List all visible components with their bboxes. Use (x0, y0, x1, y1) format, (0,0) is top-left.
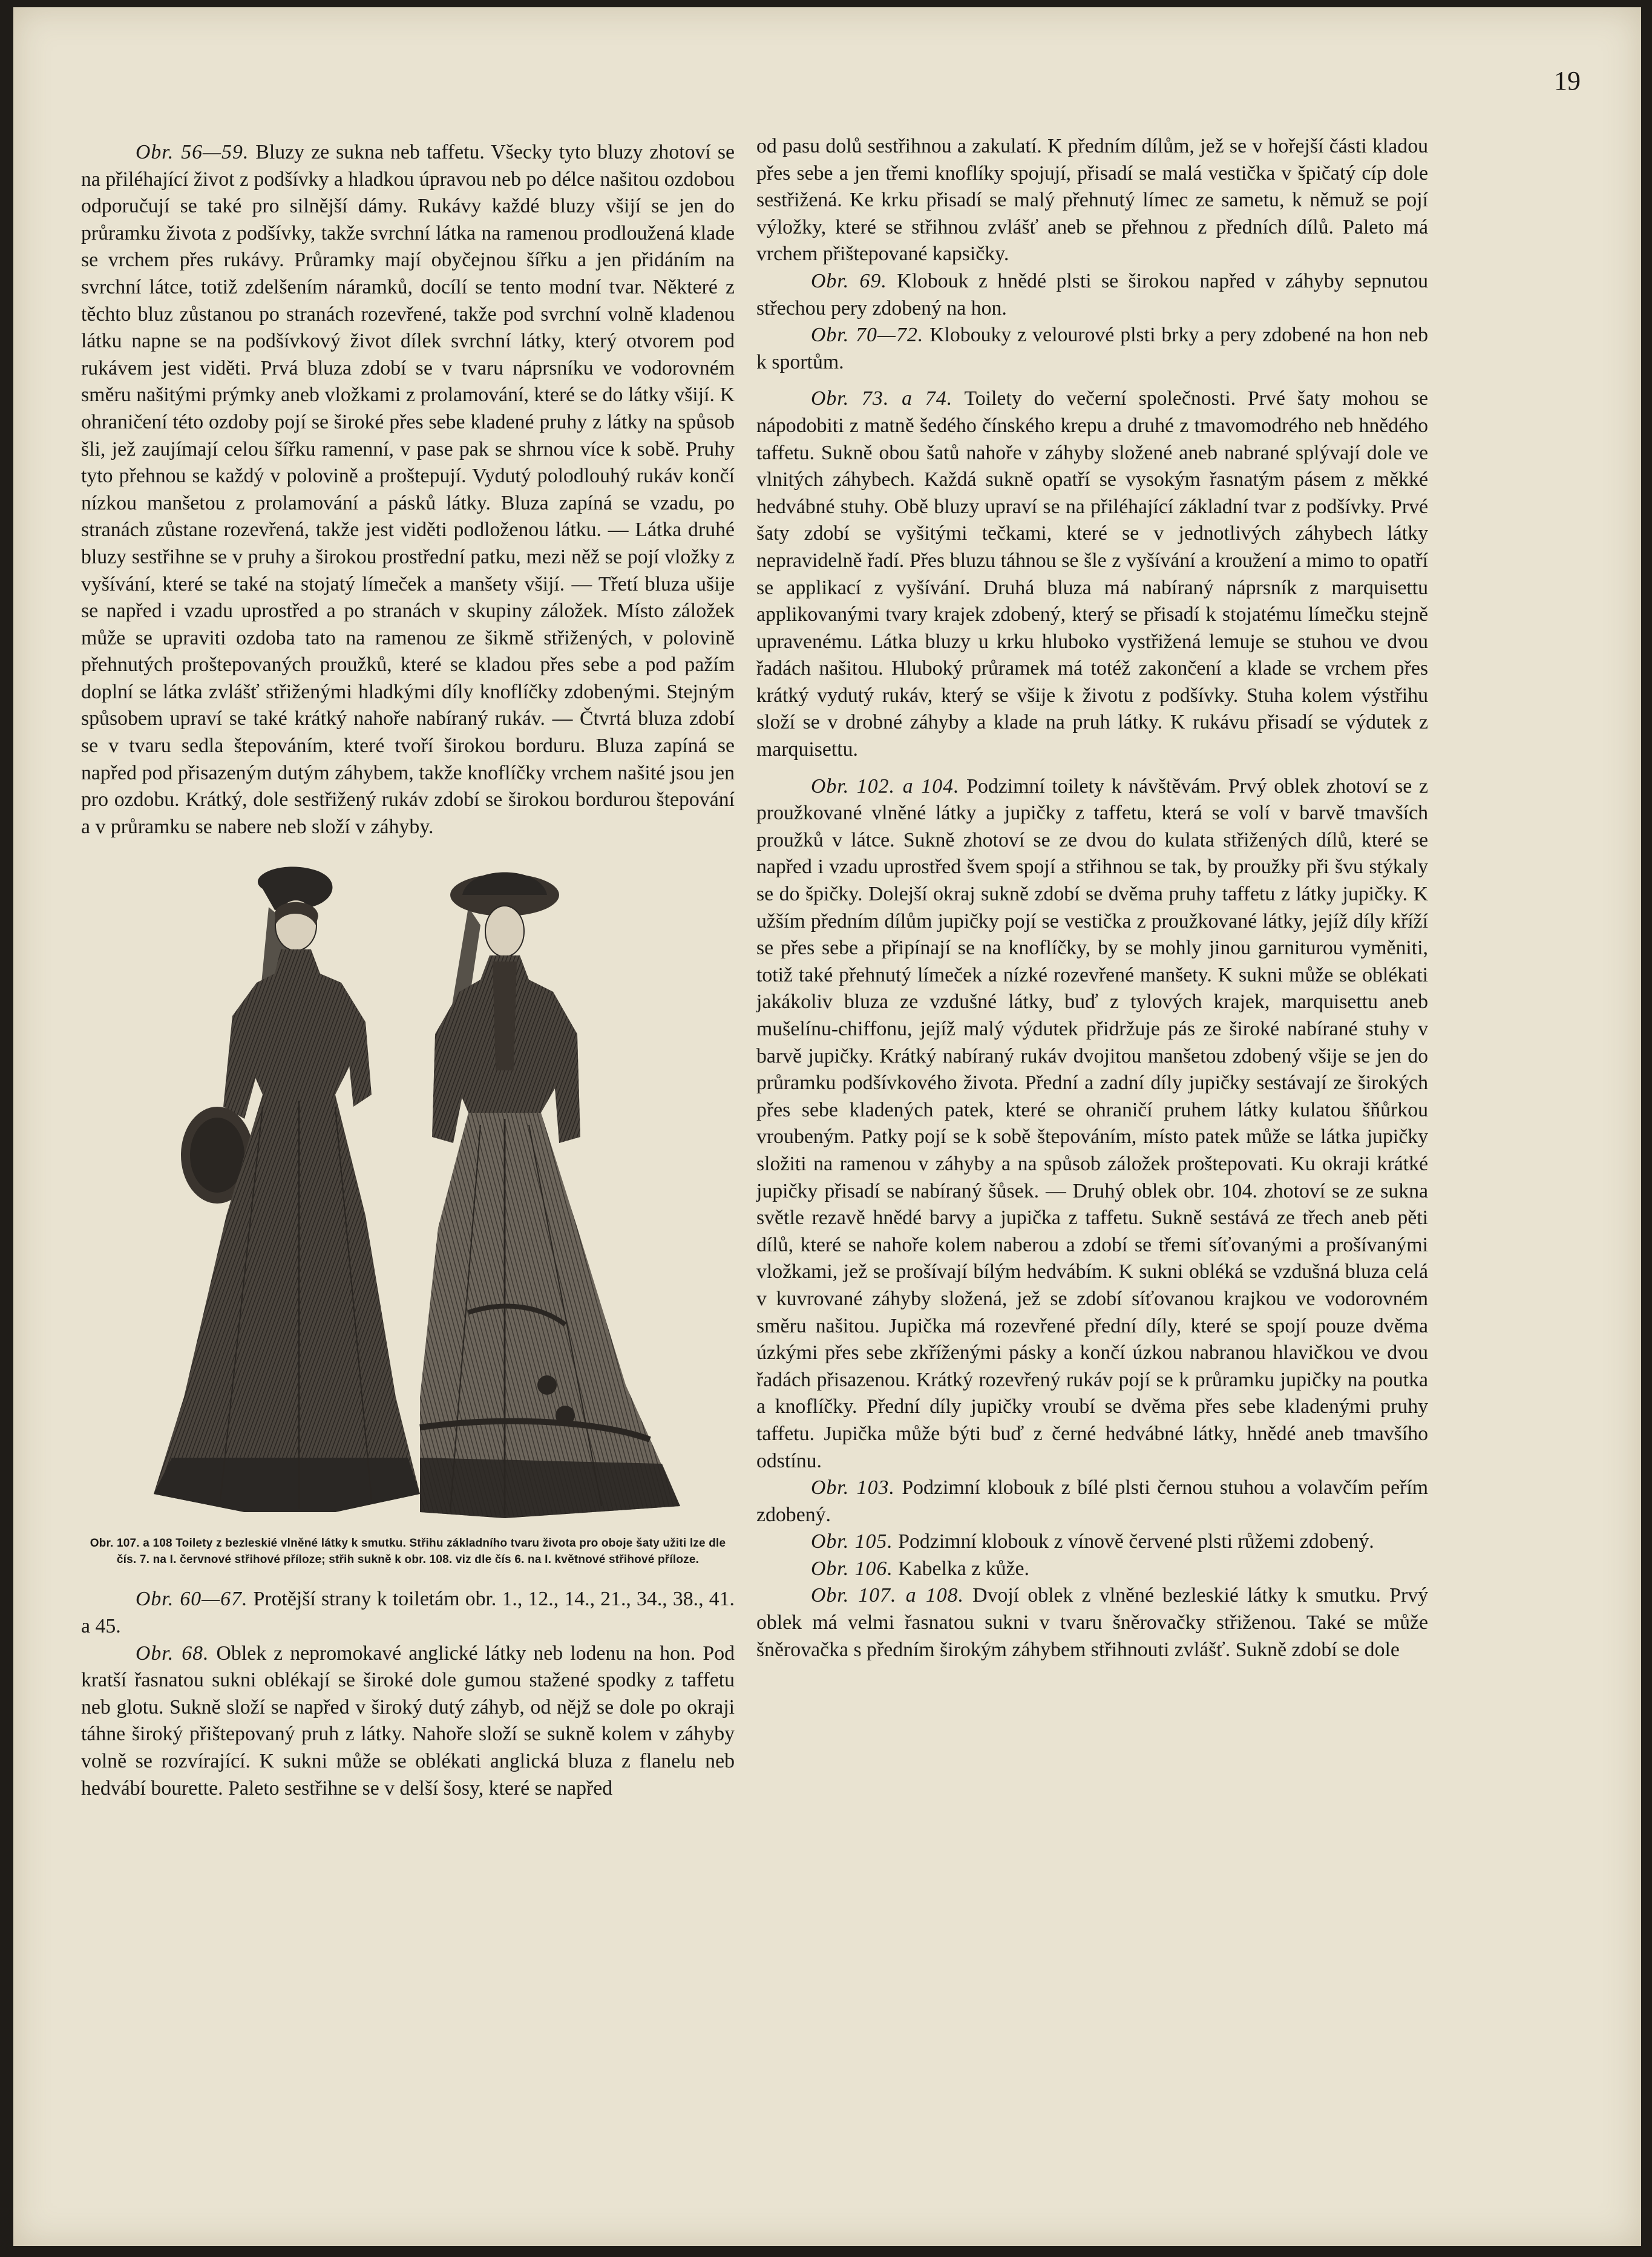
figure-left (154, 867, 420, 1513)
paragraph (756, 1528, 1428, 1556)
figure-ref: Obr. 70—72. (811, 324, 924, 347)
fashion-illustration (81, 853, 735, 1530)
figure-ref: Obr. 73. a 74. (811, 387, 953, 410)
paragraph (81, 1586, 735, 1640)
paragraph-text: od pasu dolů sestřihnou a zakulatí. K předním dílům, jež se v hořejší části kladou přes sebe a jen třemi knoflíky spojují, přisadí se malá vestička v špičatý cíp dole sestřižená. Ke krku přisadí se malý přehnutý límec ze sametu, k němuž se pojí výložky, které se střihnou zvlášť aneb se přehnou z předních dílů. Paleto má vrchem přištepované kapsičky. (756, 135, 1428, 266)
paragraph-text: Podzimní klobouk z bílé plsti černou stuhou a volavčím peřím zdobený. (756, 1476, 1428, 1526)
paragraph (756, 322, 1428, 376)
paragraph-text: Oblek z nepromokavé anglické látky neb lodenu na hon. Pod kratší řasnatou sukni oblékají se široké dole gumou stažené spodky z taffetu neb glotu. Sukně složí se napřed v široký dutý záhyb, od nějž se dole po okraji táhne široký přištepovaný pruh z látky. Nahoře složí se sukně kolem v záhyby volně se rozvírající. K sukni může se oblékati anglická bluza z flanelu neb hedvábí bourette. Paleto sestřihne se v delší šosy, které se napřed (81, 1642, 735, 1800)
paragraph-text: Podzimní toilety k návštěvám. Prvý oblek zhotoví se z proužkované vlněné látky a jupičky z taffetu, která se volí v barvě tmavších proužků v látce. Sukně zhotoví se ze dvou do kulata střižených dílů, které se napřed i vzadu uprostřed švem spojí a střihnou se tak, by proužky při švu stýkaly se do špičky. Dolejší okraj sukně zdobí se dvěma pruhy taffetu z látky jupičky. K užším předním dílům jupičky pojí se vestička z proužkované látky, jejíž díly kříží se přes sebe a připínají se na knoflíčky, by se mohly jinou garniturou vyměniti, totiž také přehnutý límeček a nízké rozevřené manšety. K sukni může se oblékati jakákoliv bluza ze vzdušné látky, buď z tylových krajek, marquisettu aneb mušelínu-chiffonu, jejíž malý výdutek přidržuje pás ze široké nabírané stuhy v barvě jupičky. Krátký nabíraný rukáv dvojitou manšetou zdobený všije se jen do průramku podšívkového života. Přední a zadní díly jupičky sestávají ze širokých přes sebe kladených patek, které se ohraničí pruhem látky kulatou šňůrkou vroubeným. Patky pojí se k sobě štepováním, místo patek může se látka jupičky složiti na ramenou v záhyby a na spůsob záložek proštepovati. Ku okraji krátké jupičky přisadí se nabíraný šůsek. — Druhý oblek obr. 104. zhotoví se ze sukna světle rezavě hnědé barvy a jupička z taffetu. Sukně sestává ze třech aneb pěti dílů, které se nahoře kolem naberou a zdobí se třemi síťovanými a prošívanými vložkami, jež se prošívají bílým hedvábím. K sukni obléká se vzdušná bluza celá v kuvrované záhyby složená, jež se zdobí síťovanou krajkou ve vodorovném směru našitou. Jupička má rozevřené přední díly, které se spojí pouze dvěma úzkými přes sebe zkříženými pásky a končí úzkou nabranou hlavičkou ve dvou řadách přisazenou. Krátký rozevřený rukáv pojí se k průramku jupičky na poutka a knoflíčky. Přední díly jupičky vroubí se dvěma přes sebe kladenými pruhy taffetu. Jupička může býti buď z černé hedvábné látky, hnědé aneb tmavšího odstínu. (756, 775, 1428, 1472)
paragraph-text: Podzimní klobouk z vínově červené plsti růžemi zdobený. (893, 1530, 1374, 1553)
figure-right (420, 873, 680, 1519)
paragraph (756, 385, 1428, 763)
book-page (13, 7, 1641, 2246)
figure-ref: Obr. 102. a 104. (811, 775, 960, 798)
figure-ref: Obr. 68. (136, 1642, 209, 1665)
figure-ref: Obr. 107. a 108. (811, 1584, 964, 1607)
figure-ref: Obr. 56—59. (136, 141, 249, 163)
paragraph-text: Klobouk z hnědé plsti se širokou napřed v záhyby sepnutou střechou pery zdobený na hon. (756, 269, 1428, 319)
figure-ref: Obr. 105. (811, 1530, 893, 1553)
paragraph (756, 133, 1428, 268)
right-column (756, 133, 1428, 1663)
fashion-plate-icon (81, 853, 735, 1530)
figure-ref: Obr. 103. (811, 1476, 895, 1499)
paragraph (81, 139, 735, 840)
figure-ref: Obr. 106. (811, 1557, 893, 1580)
page-number: 19 (1554, 66, 1581, 96)
paragraph (756, 773, 1428, 1475)
paragraph (756, 1475, 1428, 1528)
paragraph (756, 1556, 1428, 1583)
paragraph (81, 1640, 735, 1803)
figure-ref: Obr. 69. (811, 269, 887, 292)
paragraph-text: Kabelka z kůže. (893, 1557, 1029, 1580)
paragraph (756, 268, 1428, 322)
left-column (81, 139, 735, 1802)
paragraph-text: Dvojí oblek z vlněné bezleskié látky k smutku. Prvý oblek má velmi řasnatou sukni v tvaru šněrovačky střiženou. Také se může šněrovačka s předním širokým záhybem střihnouti zvlášť. Sukně zdobí se dole (756, 1584, 1428, 1661)
figure-caption: Obr. 107. a 108 Toilety z bezleskié vlněné látky k smutku. Střihu základního tvaru života pro oboje šaty užiti lze dle čís. 7. na I. červnové střihové příloze; střih sukně k obr. 108. viz dle čís 6. na I. květnové střihové příloze. (90, 1537, 726, 1567)
paragraph-text: Protější strany k toiletám obr. 1., 12., 14., 21., 34., 38., 41. a 45. (81, 1588, 735, 1638)
figure-ref: Obr. 60—67. (136, 1588, 248, 1611)
paragraph (756, 1582, 1428, 1663)
paragraph-text: Toilety do večerní společnosti. Prvé šaty mohou se nápodobiti z matně šedého čínského krepu a druhé z tmavomodrého neb hnědého taffetu. Sukně obou šatů nahoře v záhyby složené aneb nabrané splývají dole ve vlnitých záhybech. Každá sukně opatří se vysokým řasnatým pásem z měkké hedvábné stuhy. Obě bluzy upraví se na přiléhající základní tvar z podšívky. Prvé šaty zdobí se vyšitými tečkami, které se v jednotlivých záhybech látky nepravidelně řadí. Přes bluzu táhnou se šle z vyšívání a kroužení a mimo to opatří se applikací z vyšívání. Druhá bluza má nabíraný náprsník z marquisettu applikovanými tvary krajek zdobený, který se přisadí k stojatému límečku stejně upravenému. Látka bluzy u krku hluboko vystřižená lemuje se stuhou ve dvou řadách našitou. Hluboký průramek má totéž zakončení a klade se vrchem přes krátký vydutý rukáv, který se všije k životu z podšívky. Stuha kolem výstřihu složí se v drobné záhyby a klade na pruh látky. K rukávu přisadí se výdutek z marquisettu. (756, 387, 1429, 761)
paragraph-text: Bluzy ze sukna neb taffetu. Všecky tyto bluzy zhotoví se na přiléhající život z podšívky a hladkou úpravou neb po délce našitou ozdobou odporučují se také pro silnější dámy. Rukávy každé bluzy všijí se jen do průramku života z podšívky, takže svrchní látka na ramenou prodloužená klade se vrchem přes rukávy. Průramky mají obyčejnou šířku a jen přidáním na svrchní látce, totiž zdelšením náramků, docílí se tento modní tvar. Některé z těchto bluz zůstanou po stranách rozevřené, takže pod svrchní volně kladenou látku napne se na podšívkový život dílek svrchní látky, který otvorem pod rukávem jest viděti. Prvá bluza zdobí se v tvaru náprsníku ve vodorovném směru našitými prýmky aneb vložkami z prolamování, které se do látky všijí. K ohraničení této ozdoby pojí se široké přes sebe kladené pruhy z látky na spůsob šli, jež zaujímají celou šířku ramenní, v pase pak se shrnou více k sobě. Pruhy tyto přehnou se každý v polovině a proštepují. Vydutý polodlouhý rukáv končí nízkou manšetou z prolamování a pásků látky. Bluza zapíná se vzadu, po stranách zůstane rozevřená, takže jest viděti podloženou látku. — Látka druhé bluzy sestřihne se v pruhy a širokou prostřední patku, mezi něž se pojí vložky z vyšívání, které se také na stojatý límeček a manšety všijí. — Třetí bluza ušije se napřed i vzadu uprostřed a po stranách v skupiny záložek. Místo záložek může se upraviti ozdoba tato na ramenou ze šikmě střižených, v polovině přehnutých proštepovaných proužků, které se kladou přes sebe a pod pažím doplní se látka zvlášť střiženými hladkými díly knoflíčky zdobenými. Stejným spůsobem upraví se také krátký nahoře nabíraný rukáv. — Čtvrtá bluza zdobí se v tvaru sedla štepováním, které tvoří širokou borduru. Bluza zapíná se napřed pod přisazeným dutým záhybem, takže knoflíčky vrchem našité jsou jen pro ozdobu. Krátký, dole sestřižený rukáv zdobí se širokou bordurou štepování a v průramku se nabere neb složí v záhyby. (81, 141, 735, 838)
paragraph-text: Klobouky z velourové plsti brky a pery zdobené na hon neb k sportům. (756, 324, 1428, 373)
